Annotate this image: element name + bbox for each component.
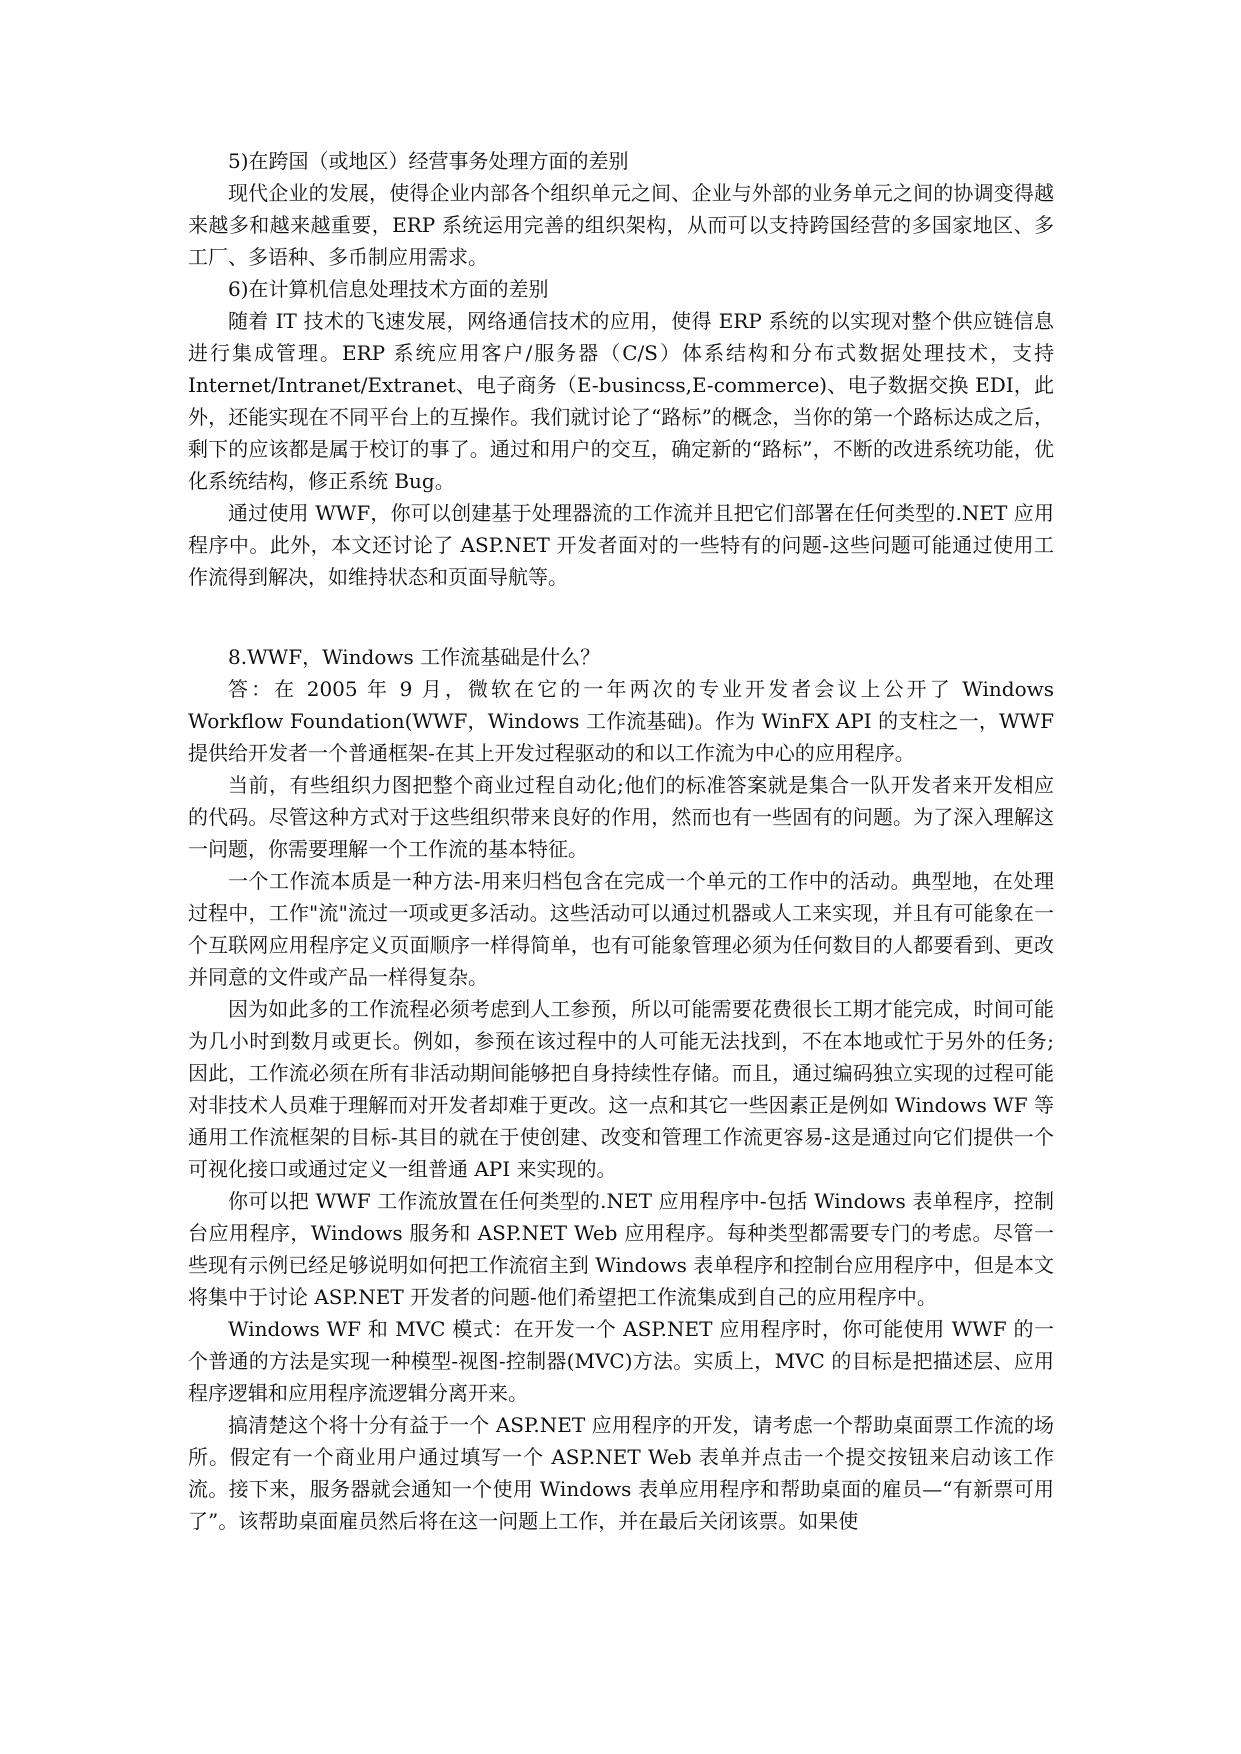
section-heading-6: 6)在计算机信息处理技术方面的差别 <box>228 277 549 301</box>
answer-paragraph: 答：在 2005 年 9 月，微软在它的一年两次的专业开发者会议上公开了 Windows Workflow Foundation(WWF，Windows 工作流基础)。作为 WinFX API 的支柱之一，WWF 提供给开发者一个普通框架-在其上开发过程驱动的和以工作流为中心的应用程序。 <box>188 677 1054 765</box>
paragraph: 当前，有些组织力图把整个商业过程自动化;他们的标准答案就是集合一队开发者来开发相应的代码。尽管这种方式对于这些组织带来良好的作用，然而也有一些固有的问题。为了深入理解这一问题，你需要理解一个工作流的基本特征。 <box>188 773 1054 861</box>
paragraph: Windows WF 和 MVC 模式：在开发一个 ASP.NET 应用程序时，你可能使用 WWF 的一个普通的方法是实现一种模型-视图-控制器(MVC)方法。实质上，MVC 的目标是把描述层、应用程序逻辑和应用程序流逻辑分离开来。 <box>188 1317 1054 1405</box>
paragraph: 通过使用 WWF，你可以创建基于处理器流的工作流并且把它们部署在任何类型的.NET 应用程序中。此外，本文还讨论了 ASP.NET 开发者面对的一些特有的问题-这些问题可能通过使用工作流得到解决，如维持状态和页面导航等。 <box>188 501 1054 589</box>
paragraph: 现代企业的发展，使得企业内部各个组织单元之间、企业与外部的业务单元之间的协调变得越来越多和越来越重要，ERP 系统运用完善的组织架构，从而可以支持跨国经营的多国家地区、多工厂、多语种、多币制应用需求。 <box>188 181 1054 269</box>
section-heading-5: 5)在跨国（或地区）经营事务处理方面的差别 <box>228 149 629 173</box>
paragraph: 随着 IT 技术的飞速发展，网络通信技术的应用，使得 ERP 系统的以实现对整个供应链信息进行集成管理。ERP 系统应用客户/服务器（C/S）体系结构和分布式数据处理技术，支持 Internet/Intranet/Extranet、电子商务（E-businсss,E-commerce)、电子数据交换 EDI，此外，还能实现在不同平台上的互操作。我们就讨论了“路标”的概念，当你的第一个路标达成之后，剩下的应该都是属于校订的事了。通过和用户的交互，确定新的“路标”，不断的改进系统功能，优化系统结构，修正系统 Bug。 <box>188 309 1054 493</box>
blank-line <box>188 593 1054 641</box>
paragraph: 一个工作流本质是一种方法-用来归档包含在完成一个单元的工作中的活动。典型地，在处理过程中，工作"流"流过一项或更多活动。这些活动可以通过机器或人工来实现，并且有可能象在一个互联网应用程序定义页面顺序一样得简单，也有可能象管理必须为任何数目的人都要看到、更改并同意的文件或产品一样得复杂。 <box>188 869 1054 989</box>
paragraph: 因为如此多的工作流程必须考虑到人工参预，所以可能需要花费很长工期才能完成，时间可能为几小时到数月或更长。例如，参预在该过程中的人可能无法找到，不在本地或忙于另外的任务;因此，工作流必须在所有非活动期间能够把自身持续性存储。而且，通过编码独立实现的过程可能对非技术人员难于理解而对开发者却难于更改。这一点和其它一些因素正是例如 Windows WF 等通用工作流框架的目标-其目的就在于使创建、改变和管理工作流更容易-这是通过向它们提供一个可视化接口或通过定义一组普通 API 来实现的。 <box>188 997 1054 1181</box>
question-heading-8: 8.WWF，Windows 工作流基础是什么？ <box>228 645 601 669</box>
document-page <box>188 145 1054 1537</box>
paragraph: 搞清楚这个将十分有益于一个 ASP.NET 应用程序的开发，请考虑一个帮助桌面票工作流的场所。假定有一个商业用户通过填写一个 ASP.NET Web 表单并点击一个提交按钮来启动该工作流。接下来，服务器就会通知一个使用 Windows 表单应用程序和帮助桌面的雇员—“有新票可用了”。该帮助桌面雇员然后将在这一问题上工作，并在最后关闭该票。如果使 <box>188 1413 1054 1533</box>
paragraph: 你可以把 WWF 工作流放置在任何类型的.NET 应用程序中-包括 Windows 表单程序，控制台应用程序，Windows 服务和 ASP.NET Web 应用程序。每种类型都需要专门的考虑。尽管一些现有示例已经足够说明如何把工作流宿主到 Windows 表单程序和控制台应用程序中，但是本文将集中于讨论 ASP.NET 开发者的问题-他们希望把工作流集成到自己的应用程序中。 <box>188 1189 1054 1309</box>
